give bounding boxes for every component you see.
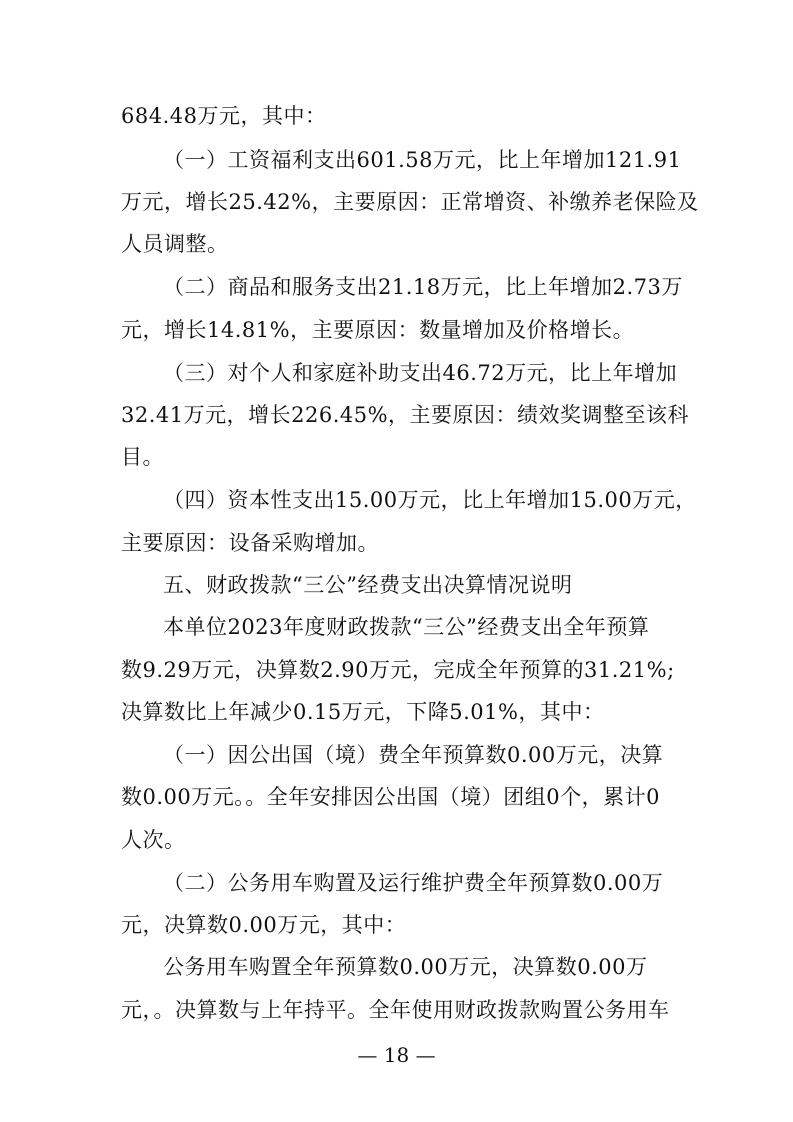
- text-line: 目。: [121, 445, 164, 469]
- text-line: 元，决算数0.00万元，其中：: [121, 913, 407, 937]
- text-line: 数0.00万元。。全年安排因公出国（境）团组0个，累计0: [121, 785, 660, 809]
- text-line: （二）公务用车购置及运行维护费全年预算数0.00万: [163, 871, 664, 895]
- text-line: 32.41万元，增长226.45%，主要原因：绩效奖调整至该科: [121, 403, 690, 427]
- text-line: 决算数比上年减少0.15万元，下降5.01%，其中：: [121, 700, 605, 724]
- text-line: （二）商品和服务支出21.18万元，比上年增加2.73万: [163, 275, 683, 299]
- text-line: 元，。决算数与上年持平。全年使用财政拨款购置公务用车: [121, 998, 670, 1022]
- text-line: （四）资本性支出15.00万元，比上年增加15.00万元，: [163, 488, 697, 512]
- text-line: （一）工资福利支出601.58万元，比上年增加121.91: [163, 148, 682, 172]
- text-line: 人次。: [121, 828, 186, 852]
- text-line: 人员调整。: [121, 232, 229, 256]
- text-line: 公务用车购置全年预算数0.00万元，决算数0.00万: [163, 955, 648, 979]
- text-line: 元，增长14.81%，主要原因：数量增加及价格增长。: [121, 318, 635, 342]
- text-line: 主要原因：设备采购增加。: [121, 531, 379, 555]
- text-line: （一）因公出国（境）费全年预算数0.00万元，决算: [163, 743, 664, 767]
- text-line: 万元，增长25.42%，主要原因：正常增资、补缴养老保险及: [121, 190, 699, 214]
- text-line: 本单位2023年度财政拨款“三公”经费支出全年预算: [163, 615, 650, 639]
- text-line: 数9.29万元，决算数2.90万元，完成全年预算的31.21%;: [121, 658, 675, 682]
- text-line: （三）对个人和家庭补助支出46.72万元，比上年增加: [163, 361, 678, 385]
- text-line: 684.48万元，其中：: [121, 104, 327, 128]
- section-heading: 五、财政拨款“三公”经费支出决算情况说明: [163, 573, 573, 597]
- page-number: — 18 —: [357, 1043, 436, 1067]
